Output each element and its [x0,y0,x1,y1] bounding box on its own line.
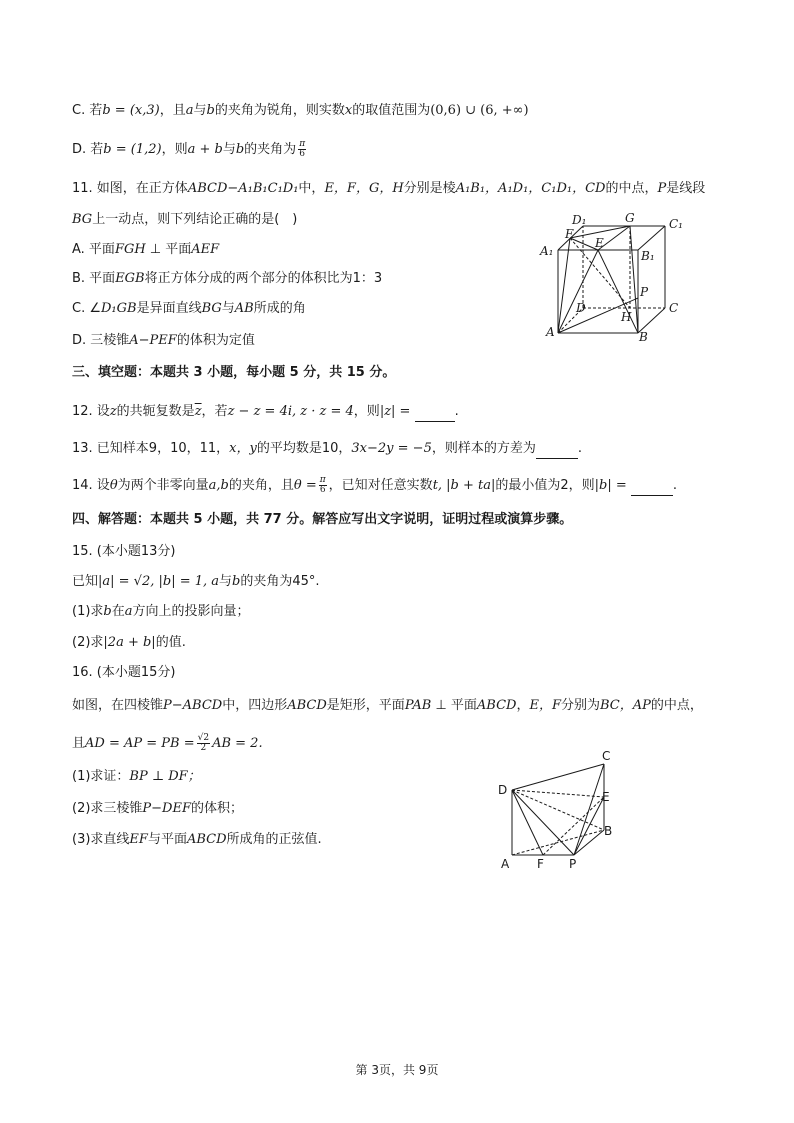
text: 所成角的正弦值. [226,832,322,847]
text: 是异面直线 [136,301,202,316]
segment-DF [512,790,543,855]
math-expr: θ = [293,478,317,493]
text: 所成的角 [253,301,306,316]
text: ，且 [159,103,186,118]
label-B1: B₁ [641,249,655,263]
label-E: E [595,236,604,250]
edge-DC [512,764,604,790]
math-expr: BC，AP [600,698,651,713]
text: 与 [222,142,236,157]
q11-line2 [72,211,297,229]
text: ⊥ 平面 [145,242,192,257]
math-expr: a + b [187,142,223,157]
text: 已知 [72,574,99,589]
text: 与 [221,301,235,316]
numerator: π [299,139,306,149]
label-C: C [602,750,611,763]
text: (2)求 [72,635,104,650]
segment-EB [598,250,638,333]
math-expr: BG [72,212,93,227]
text: C. ∠ [72,301,101,316]
denominator: 2 [200,743,207,753]
denominator: 6 [319,485,326,495]
math-expr: E，F，G，H [324,181,404,196]
edge-PC [574,764,604,855]
q11-option-c [72,300,306,318]
math-expr: b [103,604,112,619]
label-B: B [604,824,613,838]
text: B. 平面 [72,271,116,286]
label-F: F [565,227,574,241]
text: 在 [111,604,125,619]
math-expr: ABCD−A₁B₁C₁D₁ [187,181,299,196]
text: A. 平面 [72,242,115,257]
math-expr: t, |b + ta| [432,478,496,493]
text: 的最小值为2，则 [495,478,595,493]
math-expr: b [235,142,245,157]
edge-AB [512,830,604,855]
cube-figure [538,208,688,343]
math-expr: E，F [529,698,561,713]
label-C1: C₁ [669,217,683,231]
text: 14. 设 [72,478,110,493]
fraction [197,734,210,753]
label-D: D [576,301,586,315]
q15-heading: 15. (本小题13分) [72,544,176,559]
math-expr: 3x−2y = −5 [351,441,432,456]
text: ，则 [353,404,380,419]
edge-DP [512,790,574,855]
math-expr: |a| = √2, |b| = 1, a [98,574,220,589]
math-expr: z − z = 4i, z · z = 4 [227,404,354,419]
text: 的夹角为锐角，则实数 [214,103,345,118]
segment-AE [558,250,598,333]
math-expr: P−ABCD [163,698,223,713]
page-footer: 第 3页，共 9页 [355,1063,439,1077]
text: 与 [219,574,233,589]
q16-part2 [72,800,243,818]
label-E: E [602,790,610,804]
math-expr: EF [129,832,148,847]
q13-line: 13. 已知样本9，10，11，x，y的平均数是10，3x−2y = −5，则样本的方差为 . [72,440,582,459]
text: 将正方体分成的两个部分的体积比为1：3 [144,271,383,286]
text: 与平面 [147,832,187,847]
math-expr: AEF [191,242,220,257]
q11-option-a [72,241,219,259]
answer-blank[interactable] [631,477,673,496]
text: 是矩形，平面 [326,698,405,713]
text: 分别为 [561,698,601,713]
math-expr: a,b [208,478,229,493]
text: 是线段 [666,181,706,196]
math-expr: FGH [114,242,146,257]
math-expr: (0,6) ∪ (6, +∞) [430,103,529,118]
text: 的体积； [191,801,244,816]
math-expr: P [657,181,667,196]
text: ，则 [161,142,188,157]
text: 分别是棱 [403,181,456,196]
math-expr: P−DEF [142,801,191,816]
q11-option-d [72,332,255,350]
text: 且 [72,736,86,751]
text: 的值. [155,635,186,650]
math-expr: AB = 2. [212,736,263,751]
label-B: B [639,330,648,343]
math-expr: z [109,404,117,419]
text: 的夹角为 [244,142,297,157]
text: D. 三棱锥 [72,333,130,348]
math-expr: b = (x,3) [102,103,160,118]
math-expr: a [185,103,194,118]
math-expr: EGB [115,271,145,286]
edge-B1C1 [638,226,665,250]
label-A: A [546,325,555,339]
label-D1: D₁ [572,213,587,227]
math-expr: θ [109,478,118,493]
text: 的共轭复数是 [116,404,195,419]
text: 上一动点，则下列结论正确的是( ) [92,212,298,227]
math-expr: A₁B₁，A₁D₁，C₁D₁，CD [455,181,606,196]
q16-line1 [72,697,703,715]
text: 12. 设 [72,404,110,419]
label-G: G [625,211,635,225]
text: 的平均数是10， [256,441,352,456]
text: 13. 已知样本9，10，11， [72,441,230,456]
q16-line2 [72,734,263,753]
math-expr: x，y [229,441,257,456]
math-expr: ABCD [186,832,227,847]
text: ，则样本的方差为 [431,441,536,456]
text: 为两个非零向量 [117,478,209,493]
text: 的夹角，且 [228,478,294,493]
text: ⊥ 平面 [431,698,477,713]
text: D. 若 [72,142,104,157]
math-expr: b [232,574,241,589]
math-expr: a [124,604,133,619]
text: (1)求证： [72,769,130,784]
text: ，已知对任意实数 [328,478,433,493]
q16-part1 [72,768,201,786]
q16-part3 [72,831,322,849]
text: 方向上的投影向量； [132,604,250,619]
segment-AF [558,238,570,333]
text: 的取值范围为 [352,103,431,118]
numerator: √2 [197,733,210,743]
math-expr: BP ⊥ DF； [129,769,201,784]
math-expr: ABCD [476,698,517,713]
section-4-heading: 四、解答题：本题共 5 小题，共 77 分。解答应写出文字说明，证明过程或演算步骤。 [72,512,573,527]
q14-line: 14. 设θ为两个非零向量a,b的夹角，且θ = $\frac{\pi}{6}$ ，已知对任意实数t, |b + ta|的最小值为2，则|b| = . [72,475,678,495]
text: ， [516,698,530,713]
text: C. 若 [72,103,103,118]
math-expr: A−PEF [129,333,177,348]
text: (1)求 [72,604,104,619]
denominator: 6 [299,149,306,159]
q11-option-b [72,270,382,288]
label-D: D [498,783,508,797]
text: (2)求三棱锥 [72,801,143,816]
math-expr: PAB [404,698,432,713]
answer-blank[interactable] [536,440,578,459]
math-expr: $\overline{z}$ [194,404,202,419]
q15-part1 [72,603,250,621]
q15-part2 [72,634,186,652]
math-expr: |2a + b| [103,635,156,650]
segment-FE [570,238,598,250]
text: 中， [298,181,325,196]
label-P: P [569,857,577,871]
math-expr: BG [201,301,222,316]
fraction [298,140,306,159]
text: 与 [193,103,207,118]
text: 的中点， [650,698,703,713]
math-expr: D₁GB [101,301,137,316]
math-expr: x [344,103,353,118]
math-expr: AD = AP = PB = [85,736,195,751]
numerator: π [319,475,326,485]
text: 中，四边形 [222,698,288,713]
math-expr: AB [234,301,254,316]
text: ，若 [201,404,228,419]
q15-given [72,573,320,591]
label-C: C [669,301,679,315]
text: 11. 如图，在正方体 [72,181,188,196]
segment-PE [574,797,604,855]
label-A: A [501,857,510,871]
q16-heading: 16. (本小题15分) [72,665,176,680]
math-expr: |z| = [379,404,411,419]
label-P: P [640,285,649,299]
text: 的体积为定值 [176,333,255,348]
math-expr: b [206,103,215,118]
fraction [319,476,327,495]
label-A1: A₁ [540,244,554,258]
q12-line: 12. 设z的共轭复数是$\overline{z}$，若z − z = 4i, z · z = 4，则|z| = . [72,403,459,422]
text: 的夹角为45°. [240,574,320,589]
text: 如图，在四棱锥 [72,698,164,713]
option-c-line [72,102,529,120]
label-H: H [621,310,632,324]
math-expr: |b| = [594,478,627,493]
text: (3)求直线 [72,832,130,847]
answer-blank[interactable] [415,403,455,422]
math-expr: b = (1,2) [103,142,162,157]
option-d-line [72,140,308,159]
q11-line1 [72,180,705,198]
section-3-heading: 三、填空题：本题共 3 小题，每小题 5 分，共 15 分。 [72,365,396,380]
pyramid-figure [494,750,624,875]
label-F: F [537,857,544,871]
math-expr: ABCD [287,698,327,713]
text: 的中点， [605,181,658,196]
